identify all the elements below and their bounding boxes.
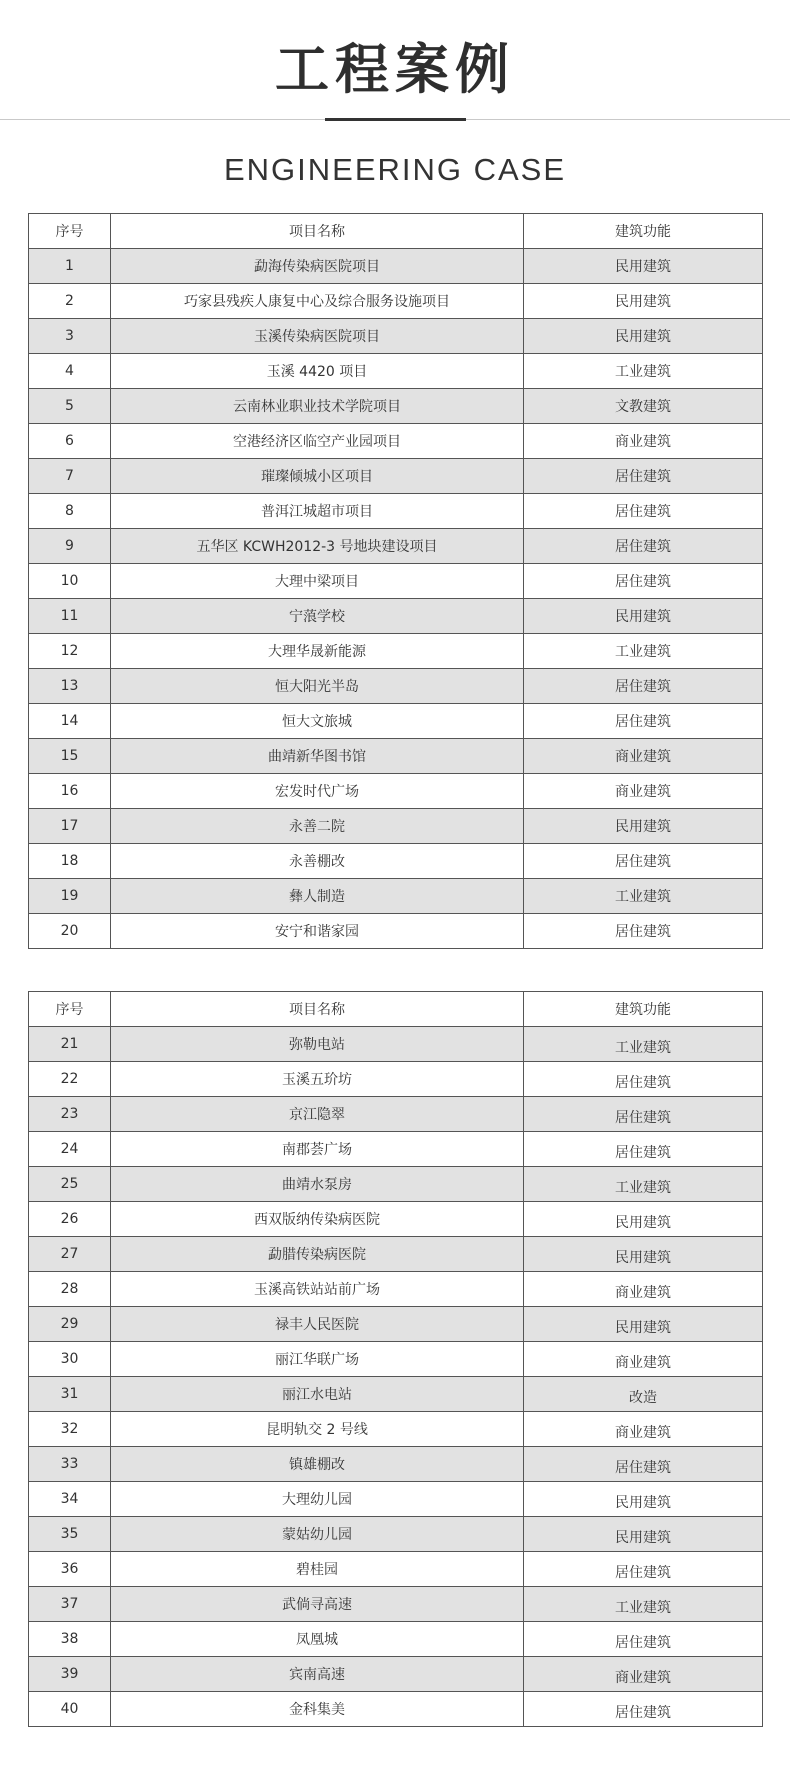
- cell-building-function: 居住建筑: [524, 529, 763, 564]
- table-row: [29, 879, 763, 914]
- table-row: [29, 284, 763, 319]
- cell-project-name: 恒大阳光半岛: [111, 669, 524, 704]
- cell-project-name: 蒙姑幼儿园: [111, 1517, 524, 1552]
- table-row: [29, 1062, 763, 1097]
- cell-number: 33: [29, 1447, 111, 1482]
- cell-building-function: 民用建筑: [524, 809, 763, 844]
- table-row: [29, 459, 763, 494]
- cell-project-name: 宁蒗学校: [111, 599, 524, 634]
- table-row: [29, 1412, 763, 1447]
- cell-number: 22: [29, 1062, 111, 1097]
- table-row: [29, 669, 763, 704]
- cell-project-name: 安宁和谐家园: [111, 914, 524, 949]
- cell-number: 15: [29, 739, 111, 774]
- table-row: [29, 1307, 763, 1342]
- cell-project-name: 勐腊传染病医院: [111, 1237, 524, 1272]
- cell-number: 9: [29, 529, 111, 564]
- cell-building-function: 工业建筑: [524, 634, 763, 669]
- table-row: [29, 1097, 763, 1132]
- cell-building-function: 居住建筑: [524, 1692, 763, 1727]
- cell-project-name: 玉溪传染病医院项目: [111, 319, 524, 354]
- cell-building-function: 民用建筑: [524, 319, 763, 354]
- table-row: [29, 1027, 763, 1062]
- page-title: 工程案例: [275, 38, 515, 101]
- table-row: [29, 1272, 763, 1307]
- cell-building-function: 民用建筑: [524, 1307, 763, 1342]
- table-row: [29, 1447, 763, 1482]
- cell-number: 18: [29, 844, 111, 879]
- table-row: [29, 529, 763, 564]
- cell-building-function: 工业建筑: [524, 1167, 763, 1202]
- cell-project-name: 玉溪 4420 项目: [111, 354, 524, 389]
- cell-building-function: 居住建筑: [524, 1062, 763, 1097]
- cell-number: 10: [29, 564, 111, 599]
- cell-number: 11: [29, 599, 111, 634]
- cell-number: 28: [29, 1272, 111, 1307]
- cell-number: 6: [29, 424, 111, 459]
- table-row: [29, 1237, 763, 1272]
- cell-building-function: 居住建筑: [524, 564, 763, 599]
- cell-project-name: 勐海传染病医院项目: [111, 249, 524, 284]
- table-row: [29, 599, 763, 634]
- cell-number: 20: [29, 914, 111, 949]
- cell-building-function: 居住建筑: [524, 459, 763, 494]
- cell-number: 40: [29, 1692, 111, 1727]
- cell-number: 26: [29, 1202, 111, 1237]
- cell-building-function: 民用建筑: [524, 249, 763, 284]
- cell-number: 30: [29, 1342, 111, 1377]
- cell-building-function: 商业建筑: [524, 774, 763, 809]
- cell-number: 32: [29, 1412, 111, 1447]
- cell-project-name: 永善棚改: [111, 844, 524, 879]
- cell-project-name: 昆明轨交 2 号线: [111, 1412, 524, 1447]
- cell-number: 39: [29, 1657, 111, 1692]
- cell-building-function: 居住建筑: [524, 1552, 763, 1587]
- table-row: [29, 494, 763, 529]
- cell-number: 3: [29, 319, 111, 354]
- table-row: [29, 1342, 763, 1377]
- table-row: [29, 389, 763, 424]
- cell-project-name: 五华区 KCWH2012-3 号地块建设项目: [111, 529, 524, 564]
- cell-number: 29: [29, 1307, 111, 1342]
- table-row: [29, 424, 763, 459]
- table-row: [29, 1482, 763, 1517]
- cell-project-name: 曲靖新华图书馆: [111, 739, 524, 774]
- cell-project-name: 玉溪五玠坊: [111, 1062, 524, 1097]
- cell-building-function: 商业建筑: [524, 1657, 763, 1692]
- table-header-row: [29, 992, 763, 1027]
- table-row: [29, 1692, 763, 1727]
- cell-building-function: 居住建筑: [524, 494, 763, 529]
- cell-building-function: 民用建筑: [524, 1482, 763, 1517]
- table-row: [29, 354, 763, 389]
- cell-building-function: 居住建筑: [524, 704, 763, 739]
- cell-number: 24: [29, 1132, 111, 1167]
- cell-building-function: 居住建筑: [524, 914, 763, 949]
- table-row: [29, 844, 763, 879]
- cell-project-name: 彝人制造: [111, 879, 524, 914]
- column-header-number: 序号: [29, 214, 111, 249]
- table-row: [29, 1657, 763, 1692]
- table-row: [29, 1517, 763, 1552]
- cell-building-function: 民用建筑: [524, 284, 763, 319]
- cell-number: 27: [29, 1237, 111, 1272]
- cell-project-name: 永善二院: [111, 809, 524, 844]
- table-header-row: [29, 214, 763, 249]
- column-header-project-name: 项目名称: [111, 214, 524, 249]
- cell-number: 25: [29, 1167, 111, 1202]
- table-row: [29, 1167, 763, 1202]
- table-row: [29, 634, 763, 669]
- cell-project-name: 大理中梁项目: [111, 564, 524, 599]
- cell-project-name: 大理华晟新能源: [111, 634, 524, 669]
- cell-project-name: 巧家县残疾人康复中心及综合服务设施项目: [111, 284, 524, 319]
- cell-number: 35: [29, 1517, 111, 1552]
- table-row: [29, 1132, 763, 1167]
- cell-building-function: 居住建筑: [524, 1622, 763, 1657]
- cell-number: 17: [29, 809, 111, 844]
- cell-project-name: 武倘寻高速: [111, 1587, 524, 1622]
- cell-number: 8: [29, 494, 111, 529]
- cell-number: 37: [29, 1587, 111, 1622]
- cell-project-name: 璀璨倾城小区项目: [111, 459, 524, 494]
- cell-project-name: 京江隐翠: [111, 1097, 524, 1132]
- cell-project-name: 云南林业职业技术学院项目: [111, 389, 524, 424]
- case-table-1: [28, 213, 763, 949]
- table-row: [29, 739, 763, 774]
- cell-number: 7: [29, 459, 111, 494]
- cell-building-function: 工业建筑: [524, 1587, 763, 1622]
- column-header-building-function: 建筑功能: [524, 214, 763, 249]
- cell-building-function: 改造: [524, 1377, 763, 1412]
- cell-project-name: 碧桂园: [111, 1552, 524, 1587]
- cell-project-name: 宏发时代广场: [111, 774, 524, 809]
- cell-project-name: 南郡荟广场: [111, 1132, 524, 1167]
- cell-project-name: 西双版纳传染病医院: [111, 1202, 524, 1237]
- cell-number: 21: [29, 1027, 111, 1062]
- cell-project-name: 普洱江城超市项目: [111, 494, 524, 529]
- page-subtitle: ENGINEERING CASE: [223, 152, 567, 187]
- cell-project-name: 曲靖水泵房: [111, 1167, 524, 1202]
- cell-project-name: 弥勒电站: [111, 1027, 524, 1062]
- cell-number: 38: [29, 1622, 111, 1657]
- cell-building-function: 工业建筑: [524, 1027, 763, 1062]
- cell-number: 31: [29, 1377, 111, 1412]
- cell-number: 13: [29, 669, 111, 704]
- table-row: [29, 1377, 763, 1412]
- cell-number: 16: [29, 774, 111, 809]
- table-row: [29, 1202, 763, 1237]
- cell-project-name: 凤凰城: [111, 1622, 524, 1657]
- cell-project-name: 宾南高速: [111, 1657, 524, 1692]
- cell-building-function: 民用建筑: [524, 1237, 763, 1272]
- cell-building-function: 民用建筑: [524, 1517, 763, 1552]
- cell-project-name: 镇雄棚改: [111, 1447, 524, 1482]
- cell-number: 4: [29, 354, 111, 389]
- table-row: [29, 914, 763, 949]
- table-row: [29, 564, 763, 599]
- table-row: [29, 249, 763, 284]
- cell-building-function: 居住建筑: [524, 669, 763, 704]
- cell-project-name: 大理幼儿园: [111, 1482, 524, 1517]
- table-row: [29, 1622, 763, 1657]
- cell-number: 19: [29, 879, 111, 914]
- column-header-number: 序号: [29, 992, 111, 1027]
- cell-project-name: 恒大文旅城: [111, 704, 524, 739]
- cell-building-function: 居住建筑: [524, 844, 763, 879]
- column-header-project-name: 项目名称: [111, 992, 524, 1027]
- table-row: [29, 774, 763, 809]
- cell-building-function: 民用建筑: [524, 1202, 763, 1237]
- cell-building-function: 民用建筑: [524, 599, 763, 634]
- cell-number: 1: [29, 249, 111, 284]
- case-table-2: [28, 991, 763, 1727]
- cell-number: 5: [29, 389, 111, 424]
- cell-number: 14: [29, 704, 111, 739]
- table-row: [29, 1552, 763, 1587]
- cell-project-name: 玉溪高铁站站前广场: [111, 1272, 524, 1307]
- cell-building-function: 居住建筑: [524, 1097, 763, 1132]
- cell-building-function: 商业建筑: [524, 739, 763, 774]
- table-row: [29, 1587, 763, 1622]
- cell-project-name: 金科集美: [111, 1692, 524, 1727]
- cell-project-name: 丽江华联广场: [111, 1342, 524, 1377]
- cell-number: 2: [29, 284, 111, 319]
- cell-building-function: 商业建筑: [524, 1272, 763, 1307]
- cell-building-function: 商业建筑: [524, 424, 763, 459]
- cell-number: 12: [29, 634, 111, 669]
- cell-building-function: 居住建筑: [524, 1132, 763, 1167]
- cell-building-function: 居住建筑: [524, 1447, 763, 1482]
- cell-building-function: 工业建筑: [524, 354, 763, 389]
- cell-project-name: 禄丰人民医院: [111, 1307, 524, 1342]
- table-row: [29, 809, 763, 844]
- cell-building-function: 商业建筑: [524, 1342, 763, 1377]
- cell-project-name: 空港经济区临空产业园项目: [111, 424, 524, 459]
- table-row: [29, 704, 763, 739]
- cell-project-name: 丽江水电站: [111, 1377, 524, 1412]
- table-row: [29, 319, 763, 354]
- cell-building-function: 文教建筑: [524, 389, 763, 424]
- title-divider-accent: [325, 118, 466, 121]
- cell-building-function: 工业建筑: [524, 879, 763, 914]
- cell-number: 36: [29, 1552, 111, 1587]
- cell-number: 23: [29, 1097, 111, 1132]
- cell-building-function: 商业建筑: [524, 1412, 763, 1447]
- column-header-building-function: 建筑功能: [524, 992, 763, 1027]
- cell-number: 34: [29, 1482, 111, 1517]
